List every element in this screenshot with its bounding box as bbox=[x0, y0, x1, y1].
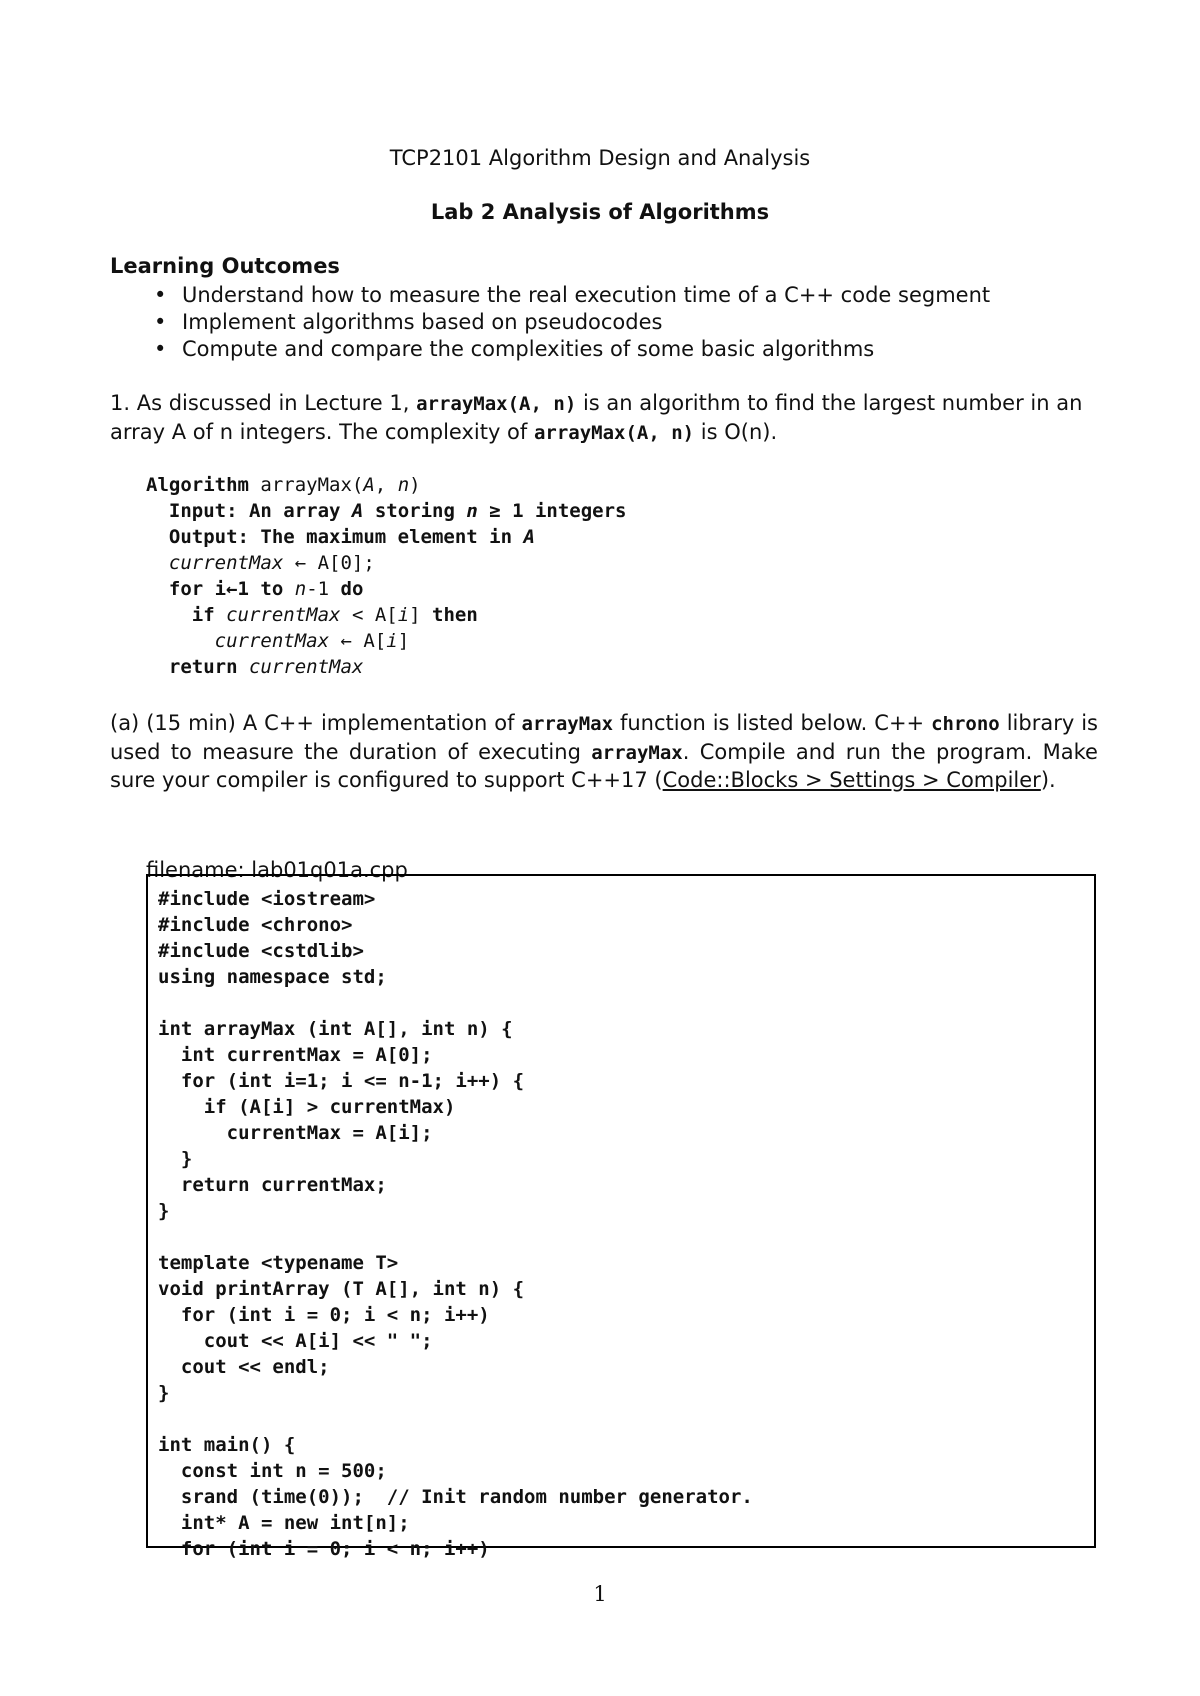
code-line: void printArray (T A[], int n) { bbox=[158, 1278, 525, 1300]
input-label: Input: An array bbox=[168, 500, 352, 522]
code-line bbox=[158, 1406, 753, 1432]
code-line: #include <cstdlib> bbox=[158, 940, 364, 962]
page-number: 1 bbox=[593, 1582, 607, 1606]
text: ≥ 1 integers bbox=[477, 500, 627, 522]
var: currentMax bbox=[214, 604, 341, 626]
code-line: #include <chrono> bbox=[158, 914, 353, 936]
pseudocode-line bbox=[146, 550, 627, 576]
lab-title: Lab 2 Analysis of Algorithms bbox=[430, 200, 770, 224]
q1-text: is an algorithm to find the largest number in an array A of n integers. The complexity of bbox=[110, 391, 1083, 444]
pseudocode-line bbox=[146, 628, 627, 654]
inline-code: arrayMax bbox=[591, 741, 683, 764]
code-line bbox=[158, 990, 753, 1016]
var: currentMax bbox=[168, 552, 284, 574]
code-line: template <typename T> bbox=[158, 1252, 399, 1274]
q1-code: arrayMax(A, n) bbox=[533, 421, 695, 444]
code-line: currentMax = A[i]; bbox=[158, 1122, 433, 1144]
bullet-icon: • bbox=[154, 337, 167, 361]
code-line: return currentMax; bbox=[158, 1174, 387, 1196]
keyword: if bbox=[191, 604, 215, 626]
pseudocode-line bbox=[146, 576, 627, 602]
code-line: for (int i = 0; i < n; i++) bbox=[158, 1538, 490, 1560]
var: currentMax bbox=[214, 630, 330, 652]
keyword: for bbox=[168, 578, 204, 600]
code-line: int* A = new int[n]; bbox=[158, 1512, 410, 1534]
var: A bbox=[523, 526, 535, 548]
code-listing-box bbox=[146, 874, 1096, 1560]
pseudocode-line bbox=[146, 498, 627, 524]
part-a-text: (a) (15 min) A C++ implementation of bbox=[110, 711, 522, 735]
pseudocode-line bbox=[146, 602, 627, 628]
output-label: Output: The maximum element in bbox=[168, 526, 524, 548]
code-line: int main() { bbox=[158, 1434, 296, 1456]
var: n bbox=[397, 474, 410, 496]
filename-label: filename: lab01q01a.cpp bbox=[146, 858, 408, 882]
code-line: srand (time(0)); // Init random number generator. bbox=[158, 1486, 753, 1508]
code-line: int arrayMax (int A[], int n) { bbox=[158, 1018, 513, 1040]
var: currentMax bbox=[237, 656, 364, 678]
inline-code: arrayMax bbox=[521, 713, 614, 735]
var: A bbox=[351, 500, 364, 522]
code-listing bbox=[158, 886, 753, 1562]
outcome-text: Understand how to measure the real execution time of a C++ code segment bbox=[182, 283, 991, 307]
part-a-text: . Compile and run the program. Make sure your compiler is configured to support C++17 ( bbox=[110, 739, 1098, 792]
q1-text: 1. As discussed in Lecture 1, bbox=[110, 391, 417, 415]
pseudocode-block bbox=[146, 472, 627, 680]
list-item bbox=[110, 309, 1110, 336]
learning-outcomes-list bbox=[110, 282, 1110, 363]
code-line bbox=[158, 1224, 753, 1250]
punct: , bbox=[374, 474, 398, 496]
text: storing bbox=[363, 500, 467, 522]
part-a-text: ). bbox=[1040, 768, 1056, 792]
learning-outcomes-heading: Learning Outcomes bbox=[110, 254, 340, 278]
bullet-icon: • bbox=[154, 283, 167, 307]
pseudocode-line bbox=[146, 654, 627, 680]
bullet-icon: • bbox=[154, 310, 167, 334]
text: ← A[0]; bbox=[283, 552, 375, 574]
code-line: if (A[i] > currentMax) bbox=[158, 1096, 456, 1118]
list-item bbox=[110, 282, 1110, 309]
list-item bbox=[110, 336, 1110, 363]
algo-name: arrayMax( bbox=[248, 474, 364, 496]
code-line: using namespace std; bbox=[158, 966, 387, 988]
part-a-text: library is used to measure the duration of executing bbox=[110, 711, 1098, 764]
pseudocode-line bbox=[146, 524, 627, 550]
text: ← A[ bbox=[329, 630, 387, 652]
text: ] bbox=[397, 630, 410, 652]
punct: ) bbox=[409, 474, 421, 496]
code-line: } bbox=[158, 1200, 170, 1222]
keyword: to bbox=[260, 578, 284, 600]
code-line: } bbox=[158, 1148, 193, 1170]
keyword: do bbox=[340, 578, 364, 600]
text: < A[ bbox=[340, 604, 398, 626]
course-title: TCP2101 Algorithm Design and Analysis bbox=[389, 146, 811, 170]
q1-text: is O(n). bbox=[694, 419, 778, 444]
code-line: cout << endl; bbox=[158, 1356, 330, 1378]
code-line: #include <iostream> bbox=[158, 888, 376, 910]
text: ] bbox=[409, 604, 433, 626]
keyword: return bbox=[168, 656, 238, 678]
var: i bbox=[397, 604, 410, 626]
var: n bbox=[466, 500, 478, 522]
question-1-paragraph bbox=[110, 390, 1098, 447]
outcome-text: Implement algorithms based on pseudocodes bbox=[182, 310, 663, 334]
code-line: } bbox=[158, 1382, 170, 1404]
code-line: cout << A[i] << " "; bbox=[158, 1330, 433, 1352]
code-line: int currentMax = A[0]; bbox=[158, 1044, 433, 1066]
code-line: for (int i=1; i <= n-1; i++) { bbox=[158, 1070, 525, 1092]
keyword: then bbox=[432, 604, 478, 626]
part-a-paragraph bbox=[110, 710, 1098, 795]
pseudocode-line bbox=[146, 472, 627, 498]
inline-code: chrono bbox=[931, 713, 1000, 735]
keyword: Algorithm bbox=[146, 474, 249, 496]
var: i bbox=[386, 630, 398, 652]
var: A bbox=[363, 474, 375, 496]
q1-code: arrayMax(A, n) bbox=[416, 393, 577, 415]
text: -1 bbox=[306, 578, 341, 600]
var: n bbox=[283, 578, 307, 600]
outcome-text: Compute and compare the complexities of some basic algorithms bbox=[182, 337, 875, 361]
code-line: const int n = 500; bbox=[158, 1460, 387, 1482]
compiler-settings-link[interactable]: Code::Blocks > Settings > Compiler bbox=[662, 768, 1041, 792]
code-line: for (int i = 0; i < n; i++) bbox=[158, 1304, 490, 1326]
text: i←1 bbox=[203, 578, 261, 600]
part-a-text: function is listed below. C++ bbox=[613, 711, 932, 735]
